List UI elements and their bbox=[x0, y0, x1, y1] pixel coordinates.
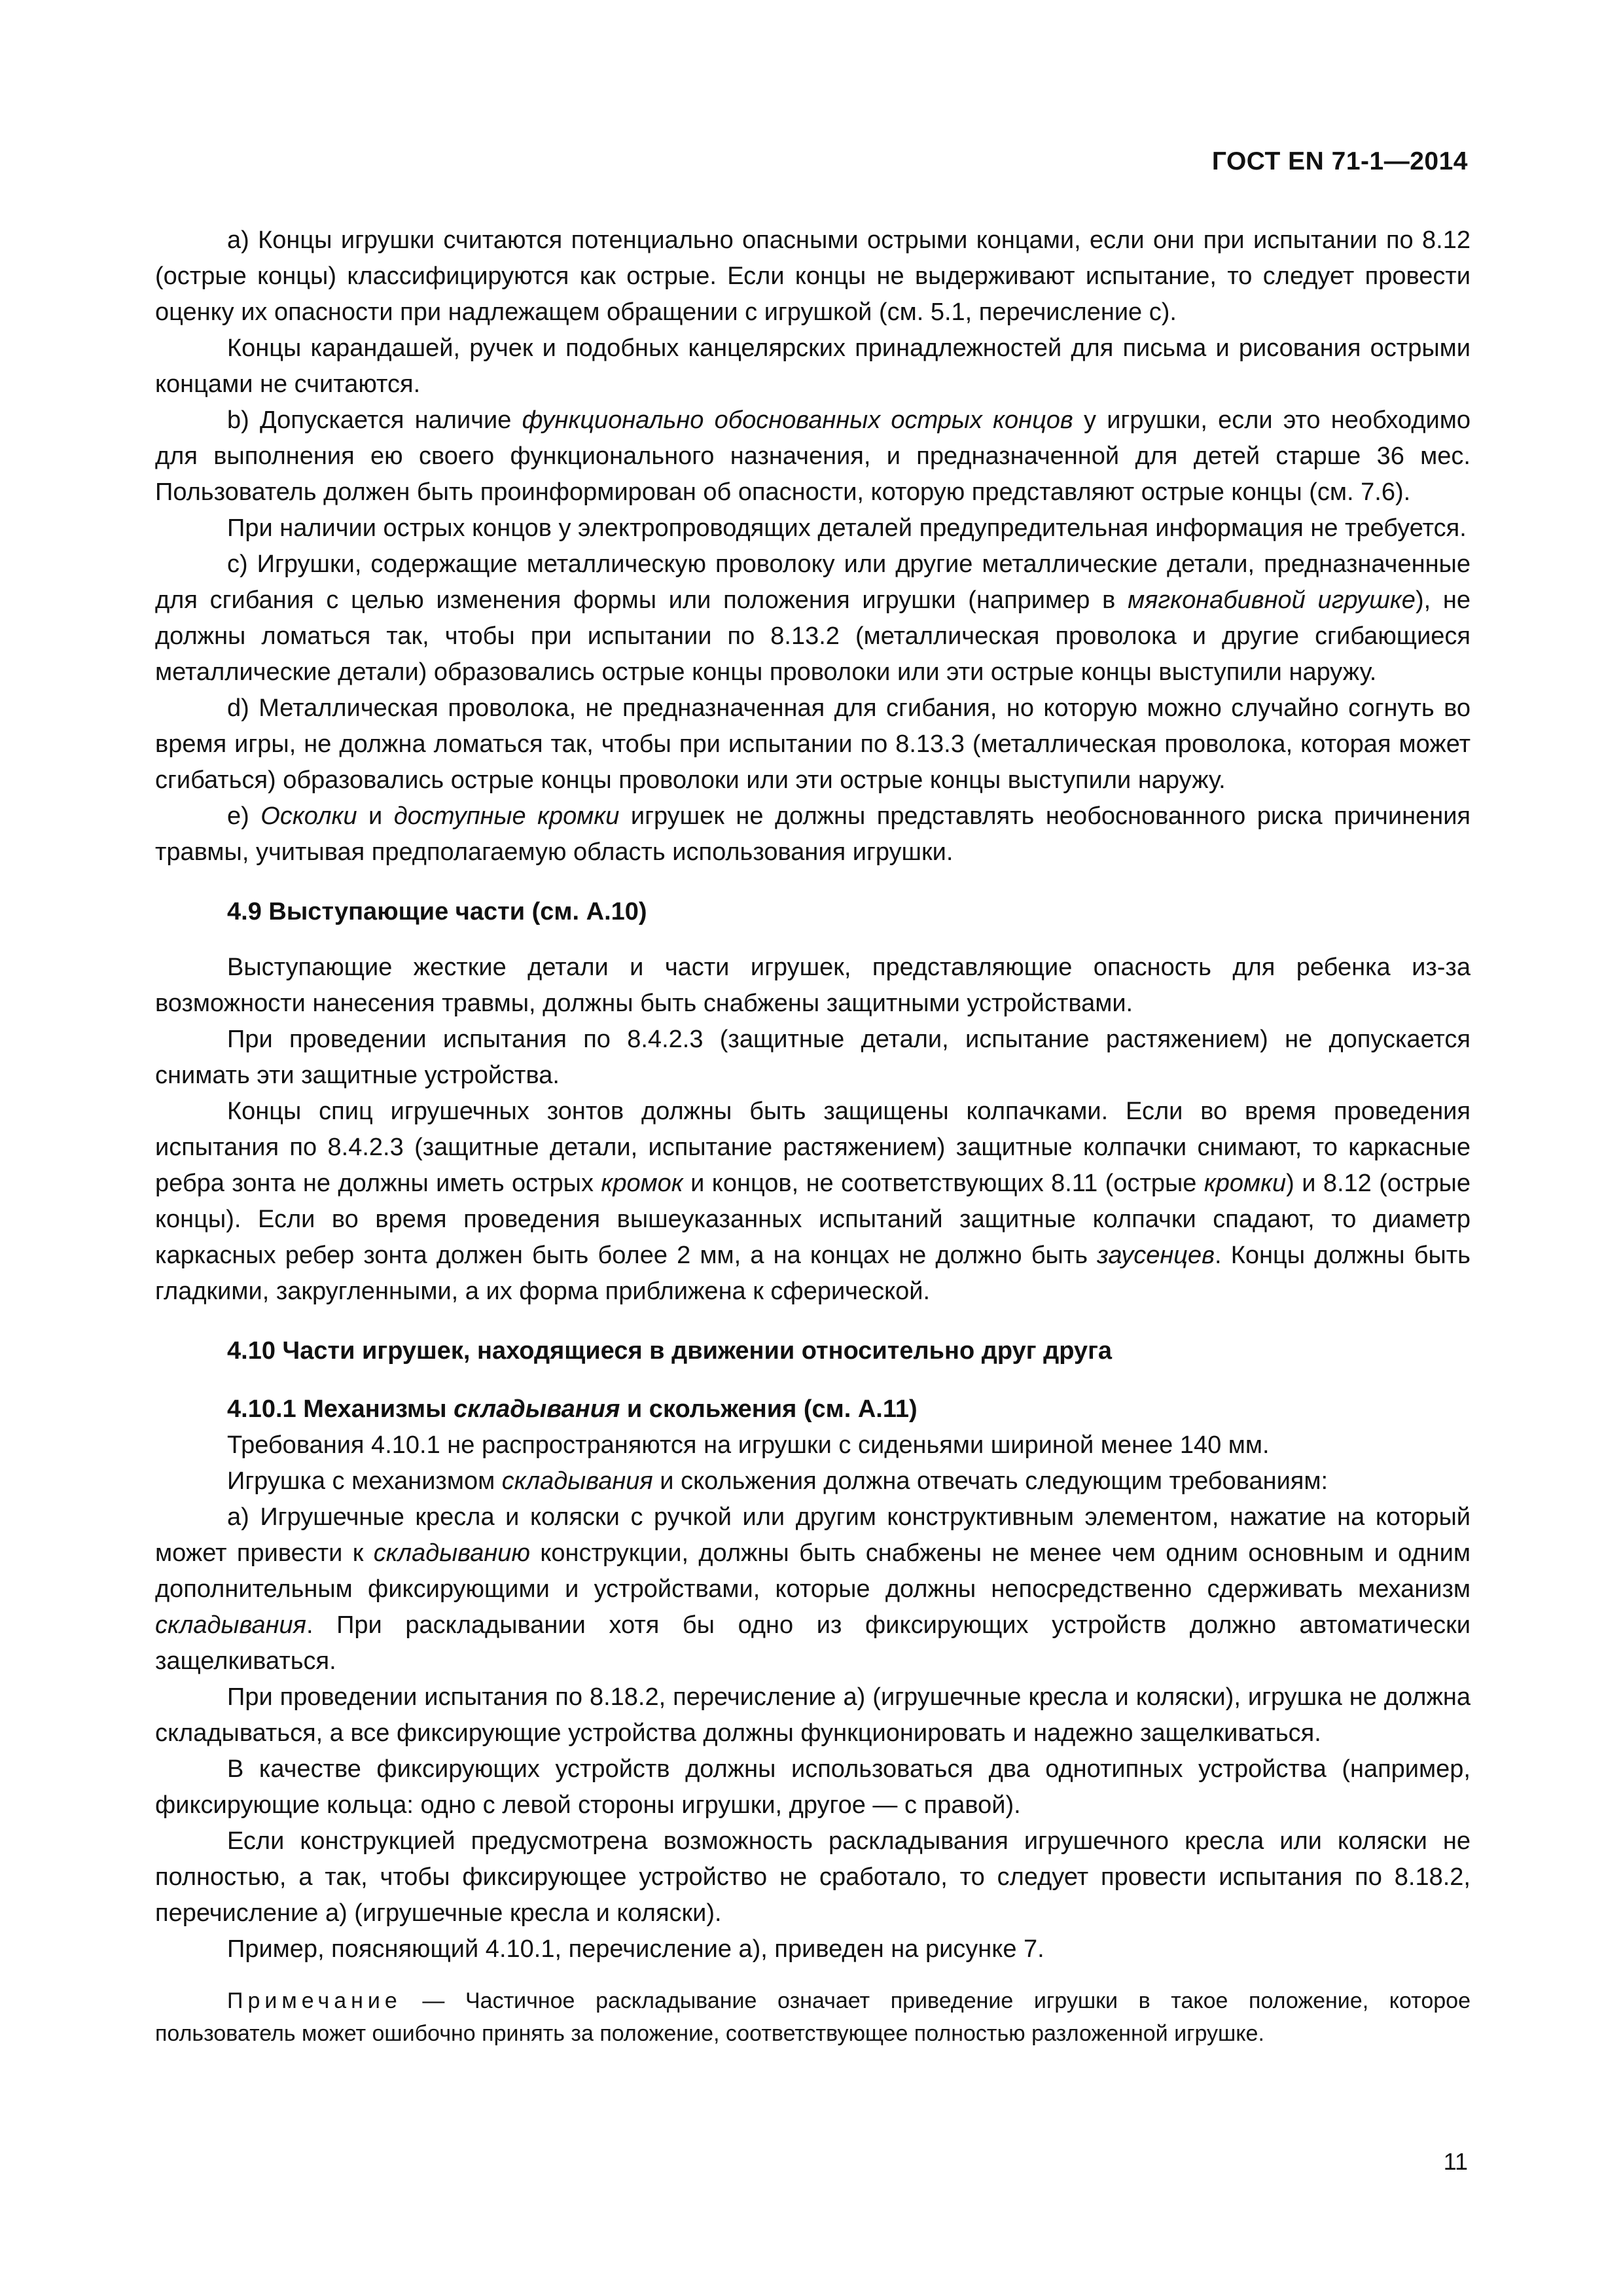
text: d) Металлическая проволока, не предназначенная для сгибания, но которую можно случайно согнуть во время игры, не должна ломаться так, чтобы при испытании по 8.13.3 (металлическая проволока, которая может сгибаться) образовались острые концы проволоки или эти острые концы выступили наружу. bbox=[155, 694, 1471, 794]
text: Пример, поясняющий 4.10.1, перечисление a), приведен на рисунке 7. bbox=[227, 1935, 1044, 1963]
paragraph-b bbox=[155, 403, 1471, 511]
term: кромки bbox=[1204, 1170, 1287, 1197]
paragraph-test-8-18-2 bbox=[155, 1679, 1471, 1751]
text: у игрушки, если это необходимо для выполнения ею своего функционального назначения, и предназначенной для детей старше 36 мес. Пользователь должен быть проинформирован об опасности, которую представляют острые концы (см. 7.6). bbox=[155, 406, 1471, 506]
term: складывания bbox=[501, 1467, 653, 1495]
term: функционально обоснованных острых концов bbox=[522, 406, 1073, 434]
text: При проведении испытания по 8.4.2.3 (защитные детали, испытание растяжением) не допускается снимать эти защитные устройства. bbox=[155, 1026, 1471, 1089]
paragraph-partial bbox=[155, 1823, 1471, 1931]
paragraph-e bbox=[155, 798, 1471, 870]
term: складыванию bbox=[373, 1539, 530, 1567]
text: Если конструкцией предусмотрена возможность раскладывания игрушечного кресла или коляски не полностью, а так, чтобы фиксирующее устройство не сработало, то следует провести испытания по 8.18.2, перечисление a) (игрушечные кресла и коляски). bbox=[155, 1827, 1471, 1927]
paragraph-example bbox=[155, 1931, 1471, 1967]
text: В качестве фиксирующих устройств должны использоваться два однотипных устройства (например, фиксирующие кольца: одно с левой стороны игрушки, другое — с правой). bbox=[155, 1755, 1471, 1819]
term: доступные кромки bbox=[393, 802, 620, 830]
note-label: Примечание bbox=[227, 1988, 402, 2013]
text: и скольжения должна отвечать следующим требованиям: bbox=[652, 1467, 1329, 1495]
text: Игрушка с механизмом bbox=[227, 1467, 502, 1495]
text: b) Допускается наличие bbox=[227, 406, 522, 434]
paragraph-folding-a bbox=[155, 1499, 1471, 1679]
text: a) Концы игрушки считаются потенциально опасными острыми концами, если они при испытании по 8.12 (острые концы) классифицируются как острые. Если концы не выдерживают испытание, то следует провести оценку их опасности при надлежащем обращении с игрушкой (см. 5.1, перечисление c). bbox=[155, 226, 1471, 326]
text: c) Игрушки, содержащие металлическую проволоку или другие металлические детали, предназначенные для сгибания с целью изменения формы или положения игрушки (например в bbox=[155, 550, 1471, 614]
paragraph-protruding bbox=[155, 950, 1471, 1022]
paragraph-test-8-4-2-3 bbox=[155, 1022, 1471, 1094]
paragraph-c bbox=[155, 547, 1471, 691]
paragraph-scope bbox=[155, 1427, 1471, 1463]
paragraph-requirements bbox=[155, 1463, 1471, 1499]
term: Осколки bbox=[260, 802, 357, 830]
text: ), не должны ломаться так, чтобы при испытании по 8.13.2 (металлическая проволока и другие сгибающиеся металлические детали) образовались острые концы проволоки или эти острые концы выступили наружу. bbox=[155, 586, 1471, 686]
heading-4-10 bbox=[155, 1333, 1471, 1369]
paragraph-d bbox=[155, 691, 1471, 798]
text: . Концы должны быть гладкими, закругленными, а их форма приближена к сферической. bbox=[155, 1242, 1471, 1305]
term: кромок bbox=[601, 1170, 683, 1197]
text: ) и 8.12 (острые концы). Если во время проведения вышеуказанных испытаний защитные колпачки спадают, то диаметр каркасных ребер зонта должен быть более 2 мм, а на концах не должно быть bbox=[155, 1170, 1471, 1269]
paragraph-electro bbox=[155, 511, 1471, 547]
heading-text: 4.10.1 Механизмы bbox=[227, 1395, 454, 1423]
text: конструкции, должны быть снабжены не менее чем одним основным и одним дополнительным фиксирующими и устройствами, которые должны непосредственно сдерживать механизм bbox=[155, 1539, 1471, 1603]
term: мягконабивной игрушке bbox=[1128, 586, 1416, 614]
term: складывания bbox=[454, 1395, 620, 1423]
heading-text: 4.9 Выступающие части (см. A.10) bbox=[227, 898, 647, 925]
text: a) Игрушечные кресла и коляски с ручкой или другим конструктивным элементом, нажатие на который может привести к bbox=[155, 1503, 1471, 1567]
standard-header: ГОСТ EN 71-1—2014 bbox=[1211, 147, 1468, 175]
document-body bbox=[155, 223, 1471, 2050]
text: При проведении испытания по 8.18.2, перечисление a) (игрушечные кресла и коляски), игрушка не должна складываться, а все фиксирующие устройства должны функционировать и надежно защелкиваться. bbox=[155, 1683, 1471, 1747]
paragraph-locking bbox=[155, 1751, 1471, 1823]
note bbox=[155, 1984, 1471, 2050]
heading-4-9 bbox=[155, 894, 1471, 930]
heading-text: и скольжения (см. A.11) bbox=[620, 1395, 918, 1423]
paragraph-umbrella bbox=[155, 1094, 1471, 1310]
paragraph-a bbox=[155, 223, 1471, 331]
text: . При раскладывании хотя бы одно из фиксирующих устройств должно автоматически защелкиваться. bbox=[155, 1611, 1471, 1675]
text: Концы карандашей, ручек и подобных канцелярских принадлежностей для письма и рисования острыми концами не считаются. bbox=[155, 334, 1471, 398]
text: Концы спиц игрушечных зонтов должны быть защищены колпачками. Если во время проведения испытания по 8.4.2.3 (защитные детали, испытание растяжением) защитные колпачки снимают, то каркасные ребра зонта не должны иметь острых bbox=[155, 1098, 1471, 1197]
term: складывания bbox=[155, 1611, 306, 1639]
term: заусенцев bbox=[1097, 1242, 1215, 1269]
text: Выступающие жесткие детали и части игрушек, представляющие опасность для ребенка из-за возможности нанесения травмы, должны быть снабжены защитными устройствами. bbox=[155, 954, 1471, 1017]
heading-text: 4.10 Части игрушек, находящиеся в движении относительно друг друга bbox=[227, 1337, 1113, 1365]
text: и bbox=[357, 802, 394, 830]
text: и концов, не соответствующих 8.11 (острые bbox=[683, 1170, 1204, 1197]
text: игрушек не должны представлять необоснованного риска причинения травмы, учитывая предполагаемую область использования игрушки. bbox=[155, 802, 1471, 866]
paragraph-pencils bbox=[155, 331, 1471, 403]
text: e) bbox=[227, 802, 261, 830]
heading-4-10-1 bbox=[155, 1391, 1471, 1427]
page-number: 11 bbox=[1443, 2148, 1468, 2175]
text: Требования 4.10.1 не распространяются на игрушки с сиденьями шириной менее 140 мм. bbox=[227, 1431, 1270, 1459]
note-text: — Частичное раскладывание означает приведение игрушки в такое положение, которое пользователь может ошибочно принять за положение, соответствующее полностью разложенной игрушке. bbox=[155, 1988, 1471, 2046]
text: При наличии острых концов у электропроводящих деталей предупредительная информация не требуется. bbox=[227, 514, 1467, 542]
